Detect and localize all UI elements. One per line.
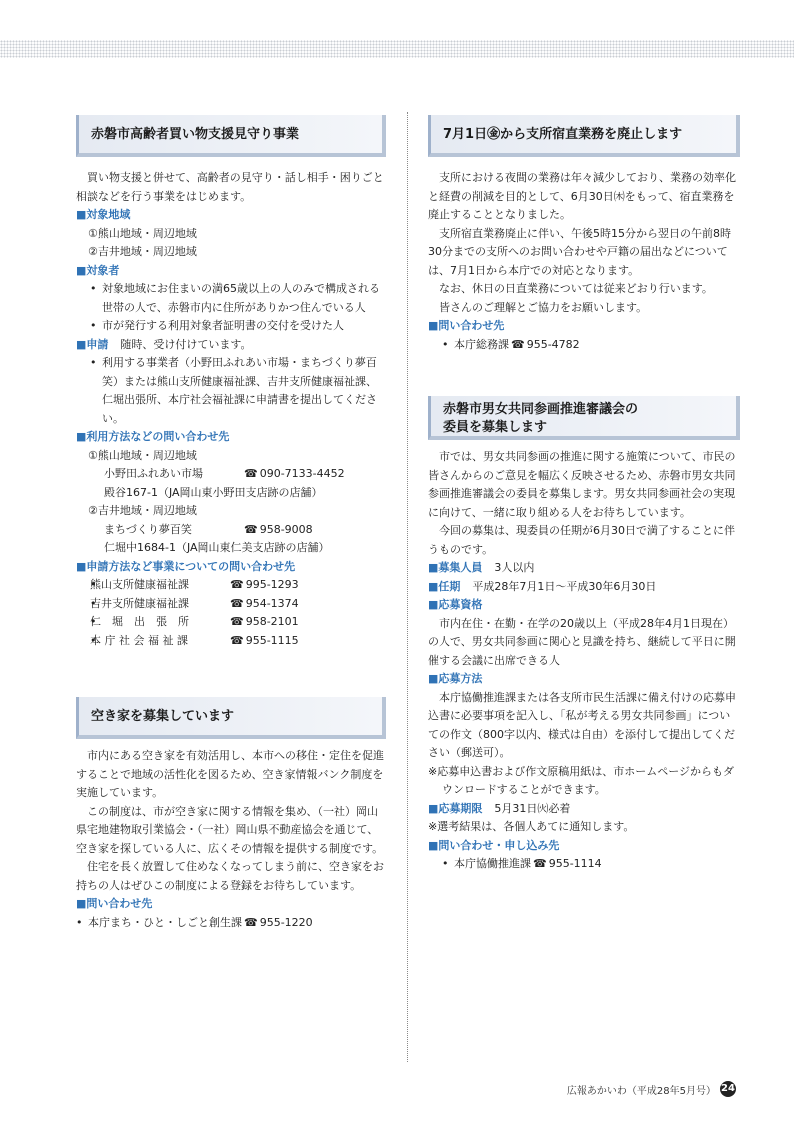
- contact-row: [76, 576, 386, 595]
- article-title-text: 空き家を募集しています: [91, 709, 235, 724]
- contact-row: [76, 595, 386, 614]
- phone-number: ☎ 090-7133-4452: [244, 465, 345, 484]
- paragraph: 市内にある空き家を有効活用し、本市への移住・定住を促進することで地域の活性化を図るため、空き家情報バンク制度を実施しています。: [76, 749, 384, 799]
- column-divider: [407, 112, 408, 1062]
- area-item: ②吉井地域・周辺地域: [88, 504, 197, 517]
- count-value: 3人以内: [494, 561, 535, 574]
- paragraph: 支所宿直業務廃止に伴い、午後5時15分から翌日の午前8時30分までの支所へのお問い合わせや戸籍の届出などについては、7月1日から本庁での対応となります。: [428, 226, 731, 277]
- apply-row: [76, 336, 386, 355]
- article-night-duty: [428, 115, 740, 354]
- section-label: ■ 申請方法など事業についての問い合わせ先: [76, 558, 386, 577]
- section-label: ■ 対象者: [76, 262, 386, 281]
- section-label: ■ 利用方法などの問い合わせ先: [76, 428, 386, 447]
- phone-number: ☎ 955-4782: [523, 336, 580, 355]
- section-label: ■ 対象地域: [76, 206, 386, 225]
- header-dotted-band: [0, 40, 794, 58]
- article-title: [428, 396, 740, 440]
- article-title-line: 赤磐市男女共同参画推進審議会の: [443, 402, 639, 417]
- paragraph: 皆さんのご理解とご協力をお願いします。: [439, 300, 648, 314]
- paragraph: 市では、男女共同参画の推進に関する施策について、市民の皆さんからのご意見を幅広く反映させるため、赤磐市男女共同参画推進審議会の委員を募集します。男女共同参画社会の実現に向けて、一緒に取り組める人をお待ちしています。: [428, 450, 736, 519]
- contact-name: 仁 堀 出 張 所: [90, 615, 189, 628]
- phone-number: ☎ 958-2101: [242, 613, 299, 632]
- section-label: ■ 応募方法: [428, 670, 740, 689]
- paragraph: 市内在住・在勤・在学の20歳以上（平成28年4月1日現在）の人で、男女共同参画に関心と見識を持ち、継続して平日に開催する会議に出席できる人: [428, 616, 736, 667]
- phone-number: ☎ 954-1374: [242, 595, 299, 614]
- page-footer: [567, 1081, 736, 1097]
- target-item: • 市が発行する利用対象者証明書の交付を受けた人: [76, 317, 386, 336]
- shop-row: [76, 521, 386, 540]
- count-row: [428, 559, 740, 578]
- deadline-value: 5月31日㈫必着: [494, 801, 571, 815]
- shop-name: まちづくり夢百笑: [104, 522, 192, 536]
- target-item: • 対象地域にお住まいの満65歳以上の人のみで構成される世帯の人で、赤磐市内に住所がありかつ住んでいる人: [76, 280, 386, 317]
- apply-value: 随時、受け付けています。: [120, 337, 252, 351]
- phone-number: ☎ 995-1293: [242, 576, 299, 595]
- area-item: ①熊山地域・周辺地域: [88, 448, 197, 462]
- article-shopping-support: [76, 115, 386, 650]
- article-title: [76, 115, 386, 157]
- paragraph: 住宅を長く放置して住めなくなってしまう前に、空き家をお持ちの人はぜひこの制度による登録をお待ちしています。: [76, 860, 384, 892]
- article-title-line: 委員を募集します: [443, 420, 548, 435]
- contact-name: 本 庁 社 会 福 祉 課: [90, 633, 188, 647]
- article-title-text: 7月1日㊎から支所宿直業務を廃止します: [443, 127, 683, 142]
- section-label: ■ 問い合わせ先: [428, 317, 740, 336]
- term-value: 平成28年7月1日～平成30年6月30日: [472, 579, 657, 593]
- article-title: [428, 115, 740, 157]
- phone-number: ☎ 955-1114: [545, 855, 602, 874]
- contact-row: [76, 632, 386, 651]
- article-title: [76, 697, 386, 739]
- area-item: ①熊山地域・周辺地域: [88, 226, 197, 240]
- contact-name: 吉井支所健康福祉課: [90, 596, 189, 610]
- term-row: [428, 578, 740, 597]
- shop-name: 小野田ふれあい市場: [104, 467, 203, 480]
- contact-row: [428, 855, 740, 874]
- paragraph: 支所における夜間の業務は年々減少しており、業務の効率化と経費の削減を目的として、6月30日㈭をもって、宿直業務を廃止することとなりました。: [428, 171, 736, 221]
- section-label: ■ 任期: [428, 580, 460, 593]
- contact-name: 本庁協働推進課: [454, 857, 531, 870]
- article-title-text: 赤磐市高齢者買い物支援見守り事業: [91, 127, 300, 142]
- section-label: ■ 応募資格: [428, 596, 740, 615]
- apply-item: • 利用する事業者（小野田ふれあい市場・まちづくり夢百笑）または熊山支所健康福祉課、吉井支所健康福祉課、仁堀出張所、本庁社会福祉課に申請書を提出してください。: [76, 354, 386, 428]
- intro-text: 買い物支援と併せて、高齢者の見守り・話し相手・困りごと相談などを行う事業をはじめます。: [76, 171, 384, 203]
- contact-name: 本庁まち・ひと・しごと創生課: [88, 915, 242, 929]
- deadline-row: [428, 800, 740, 819]
- section-label: ■ 募集人員: [428, 561, 482, 574]
- phone-number: ☎ 955-1115: [242, 632, 299, 651]
- shop-row: [76, 465, 386, 484]
- contact-row: [76, 613, 386, 632]
- area-item: ②吉井地域・周辺地域: [88, 245, 197, 258]
- note: ※選考結果は、各個人あてに通知します。: [428, 820, 635, 833]
- paragraph: 本庁協働推進課または各支所市民生活課に備え付けの応募申込書に必要事項を記入し、「私が考える男女共同参画」についての作文（800字以内、様式は自由）を添付して提出してください（郵送可）。: [428, 690, 736, 759]
- phone-number: ☎ 958-9008: [244, 521, 313, 540]
- article-vacant-house: [76, 697, 386, 932]
- note: ※応募申込書および作文原稿用紙は、市ホームページからもダウンロードすることができます。: [428, 764, 734, 796]
- contact-name: 熊山支所健康福祉課: [90, 578, 189, 591]
- contact-row: [76, 914, 386, 933]
- section-label: ■ 問い合わせ先: [76, 895, 386, 914]
- shop-address: 殿谷167-1（JA岡山東小野田支店跡の店舗）: [104, 485, 323, 499]
- paragraph: 今回の募集は、現委員の任期が6月30日で満了することに伴うものです。: [428, 524, 735, 556]
- paragraph: なお、休日の日直業務については従来どおり行います。: [439, 282, 713, 295]
- article-gender-equality: [428, 396, 740, 874]
- section-label: ■ 申請: [76, 338, 108, 351]
- page-number: 24: [720, 1081, 736, 1097]
- footer-publication: 広報あかいわ（平成28年5月号）: [566, 1085, 716, 1097]
- contact-name: 本庁総務課: [454, 337, 509, 351]
- paragraph: この制度は、市が空き家に関する情報を集め、（一社）岡山県宅地建物取引業協会・（一社）岡山県不動産協会を通じて、空き家を探している人に、広くその情報を提供する制度です。: [76, 804, 384, 855]
- shop-address: 仁堀中1684-1（JA岡山東仁美支店跡の店舗）: [104, 541, 330, 554]
- section-label: ■ 問い合わせ・申し込み先: [428, 837, 740, 856]
- phone-number: ☎ 955-1220: [256, 914, 313, 933]
- section-label: ■ 応募期限: [428, 802, 482, 815]
- contact-row: [428, 336, 740, 355]
